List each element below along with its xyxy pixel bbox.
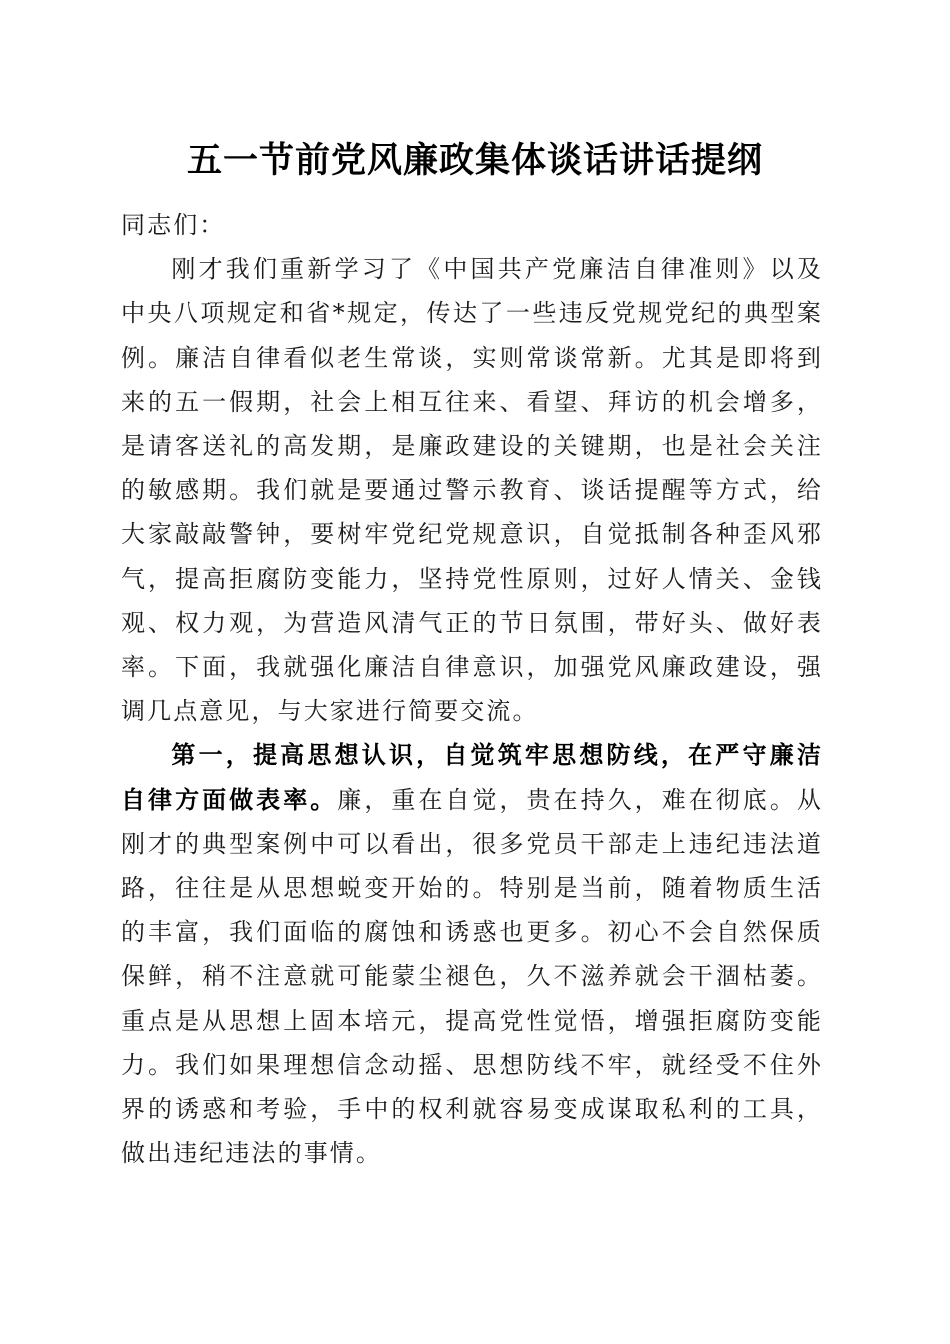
document-body <box>121 203 823 1175</box>
paragraph-intro: 刚才我们重新学习了《中国共产党廉洁自律准则》以及中央八项规定和省*规定，传达了一些违反党规党纪的典型案例。廉洁自律看似老生常谈，实则常谈常新。尤其是即将到来的五一假期，社会上相互往来、看望、拜访的机会增多，是请客送礼的高发期，是廉政建设的关键期，也是社会关注的敏感期。我们就是要通过警示教育、谈话提醒等方式，给大家敲敲警钟，要树牢党纪党规意识，自觉抵制各种歪风邪气，提高拒腐防变能力，坚持党性原则，过好人情关、金钱观、权力观，为营造风清气正的节日氛围，带好头、做好表率。下面，我就强化廉洁自律意识，加强党风廉政建设，强调几点意见，与大家进行简要交流。 <box>121 255 823 726</box>
paragraph-first-point-heading: 第一，提高思想认识，自觉筑牢思想防线，在严守廉洁自律方面做表率。 <box>121 740 823 814</box>
salutation: 同志们： <box>121 211 226 239</box>
paragraph-first-point <box>121 733 823 1175</box>
paragraph-first-point-body: 廉，重在自觉，贵在持久，难在彻底。从刚才的典型案例中可以看出，很多党员干部走上违纪违法道路，往往是从思想蜕变开始的。特别是当前，随着物质生活的丰富，我们面临的腐蚀和诱惑也更多。初心不会自然保质保鲜，稍不注意就可能蒙尘褪色，久不滋养就会干涸枯萎。重点是从思想上固本培元，提高党性觉悟，增强拒腐防变能力。我们如果理想信念动摇、思想防线不牢，就经受不住外界的诱惑和考验，手中的权利就容易变成谋取私利的工具，做出违纪违法的事情。 <box>121 785 823 1168</box>
document-title: 五一节前党风廉政集体谈话讲话提纲 <box>186 140 763 181</box>
